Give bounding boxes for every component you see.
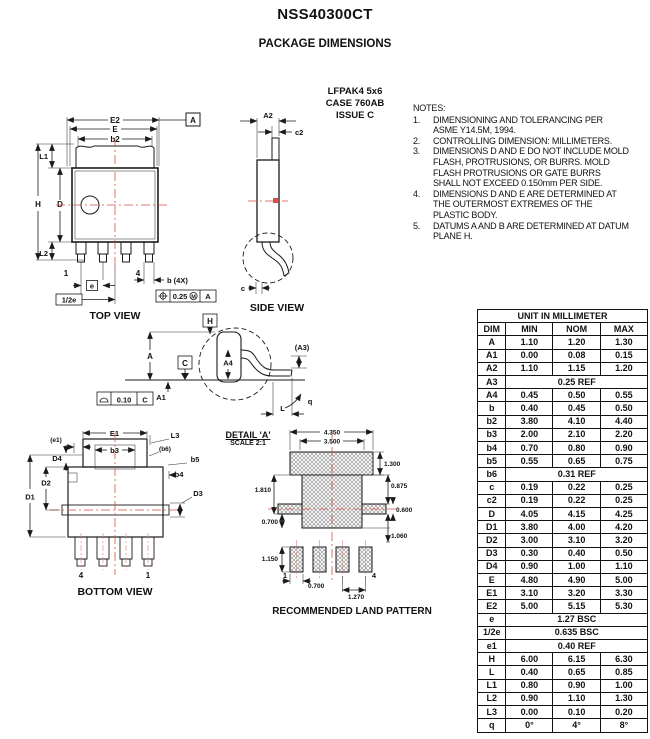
dim-label-e1-ref: (e1)	[50, 437, 62, 444]
cell-min: 0.00	[506, 706, 553, 719]
cell-nom: 0.80	[553, 442, 600, 455]
cell-nom: 6.15	[553, 653, 600, 666]
pin-1-label: 1	[145, 571, 151, 580]
fcf-tolerance: 0.10	[116, 395, 132, 405]
col-header-dim: DIM	[478, 323, 506, 336]
cell-max: 0.50	[600, 402, 647, 415]
profile-symbol-icon	[100, 398, 108, 402]
table-row	[478, 613, 648, 626]
table-row	[478, 692, 648, 705]
pad-4-label: 4	[371, 571, 377, 580]
page-title: NSS40300CT	[277, 6, 373, 23]
note-item	[413, 221, 650, 242]
pin-4-label: 4	[78, 571, 84, 580]
table-row	[478, 600, 648, 613]
centerline-marker	[273, 198, 278, 203]
cell-dim: b3	[478, 428, 506, 441]
cell-dim: A1	[478, 349, 506, 362]
dim-label-3500: 3.500	[323, 438, 341, 446]
cell-dim: c2	[478, 494, 506, 507]
note-text: DATUMS A AND B ARE DETERMINED AT DATUM PLANE H.	[433, 220, 629, 242]
col-header-nom: NOM	[553, 323, 600, 336]
cell-min: 6.00	[506, 653, 553, 666]
case-issue: ISSUE C	[335, 110, 374, 121]
dim-label-pitch-e: e	[89, 281, 95, 291]
cell-span: 0.635 BSC	[506, 626, 648, 639]
cell-max: 0.15	[600, 349, 647, 362]
cell-dim: L	[478, 666, 506, 679]
cell-nom: 0.65	[553, 455, 600, 468]
cell-min: 3.00	[506, 534, 553, 547]
profile-tolerance-frame	[97, 392, 153, 405]
cell-max: 4.40	[600, 415, 647, 428]
side-view-drawing	[222, 108, 332, 318]
notes-heading: NOTES:	[413, 103, 446, 113]
cell-max: 1.20	[600, 362, 647, 375]
cell-max: 1.00	[600, 679, 647, 692]
cell-max: 1.30	[600, 692, 647, 705]
table-row	[478, 349, 648, 362]
mold-body-section	[217, 332, 241, 382]
cell-dim: b4	[478, 442, 506, 455]
dim-label-a3: (A3)	[294, 343, 310, 352]
note-item	[413, 146, 650, 188]
table-row	[478, 587, 648, 600]
table-row	[478, 706, 648, 719]
note-item	[413, 189, 650, 221]
cell-min: 0.40	[506, 666, 553, 679]
side-view-caption: SIDE VIEW	[249, 302, 305, 314]
cell-dim: c	[478, 481, 506, 494]
fcf-tolerance: 0.25	[172, 292, 188, 301]
cell-max: 0.55	[600, 389, 647, 402]
top-view-drawing	[28, 108, 238, 323]
cell-min: 0.80	[506, 679, 553, 692]
cell-min: 3.10	[506, 587, 553, 600]
dim-label-e: E	[112, 125, 118, 134]
cell-max: 0.75	[600, 455, 647, 468]
cell-nom: 0.45	[553, 402, 600, 415]
dimension-table	[477, 309, 648, 733]
dim-label-a2: A2	[263, 111, 273, 120]
cell-dim: A3	[478, 376, 506, 389]
note-text: DIMENSIONS D AND E DO NOT INCLUDE MOLD FLASH, PROTRUSIONS, OR BURRS. MOLD FLASH PROTRUSIONS OR GATE BURRS SHALL NOT EXCEED 0.150mm PER SIDE.	[433, 146, 629, 189]
cell-max: 5.00	[600, 574, 647, 587]
cell-dim: L3	[478, 706, 506, 719]
cell-max: 3.20	[600, 534, 647, 547]
table-row	[478, 534, 648, 547]
cell-dim: b5	[478, 455, 506, 468]
dim-label-l: L	[280, 404, 285, 413]
cell-dim: E2	[478, 600, 506, 613]
dim-label-h: H	[35, 200, 41, 209]
datum-c-flag: C	[182, 359, 188, 368]
table-unit-header-row	[478, 310, 648, 323]
cell-min: 0.19	[506, 494, 553, 507]
cell-dim: q	[478, 719, 506, 732]
table-row	[478, 415, 648, 428]
position-tolerance-frame	[156, 290, 216, 302]
datum-a-flag: A	[190, 116, 196, 125]
datum-h-flag: H	[207, 317, 213, 326]
notes-block	[413, 103, 650, 242]
note-item	[413, 136, 650, 147]
dim-label-half-pitch: 1/2e	[61, 295, 77, 305]
cell-max: 3.30	[600, 587, 647, 600]
lead-profile	[270, 242, 289, 273]
cell-max: 0.90	[600, 442, 647, 455]
cell-dim: e	[478, 613, 506, 626]
cell-dim: b	[478, 402, 506, 415]
table-row	[478, 494, 648, 507]
dim-label-a: A	[147, 352, 153, 361]
dim-label-a4: A4	[223, 358, 233, 368]
dim-label-4350: 4.350	[323, 429, 341, 437]
cell-nom: 4.90	[553, 574, 600, 587]
table-row	[478, 508, 648, 521]
fcf-datum: C	[142, 395, 148, 405]
cell-nom: 2.10	[553, 428, 600, 441]
dim-label-c: c	[240, 284, 245, 293]
cell-nom: 0.65	[553, 666, 600, 679]
cell-nom: 4.00	[553, 521, 600, 534]
table-row	[478, 428, 648, 441]
lead-bend	[241, 358, 290, 376]
position-symbol-icon	[159, 292, 168, 301]
cell-span: 1.27 BSC	[506, 613, 648, 626]
cell-min: 0.55	[506, 455, 553, 468]
dim-label-1150: 1.150	[261, 556, 278, 563]
table-row	[478, 626, 648, 639]
cell-nom: 3.20	[553, 587, 600, 600]
note-text: CONTROLLING DIMENSION: MILLIMETERS.	[433, 135, 613, 146]
dim-label-1060: 1.060	[391, 533, 408, 540]
dim-label-b3: b3	[110, 446, 119, 455]
cell-nom: 0.50	[553, 389, 600, 402]
table-row	[478, 653, 648, 666]
dim-label-d1: D1	[25, 492, 35, 502]
cell-dim: A	[478, 336, 506, 349]
pin-4-label: 4	[135, 269, 141, 278]
col-header-max: MAX	[600, 323, 647, 336]
cell-dim: E1	[478, 587, 506, 600]
col-header-min: MIN	[506, 323, 553, 336]
cell-dim: L2	[478, 692, 506, 705]
note-number: 5.	[413, 220, 421, 231]
cell-nom: 0.10	[553, 706, 600, 719]
cell-min: 0°	[506, 719, 553, 732]
cell-dim: b2	[478, 415, 506, 428]
pin-1-label: 1	[63, 269, 69, 278]
table-row	[478, 402, 648, 415]
cell-dim: D	[478, 508, 506, 521]
cell-min: 0.90	[506, 560, 553, 573]
dim-label-0600: 0.600	[396, 507, 413, 514]
cell-span: 0.40 REF	[506, 640, 648, 653]
body-outline	[68, 467, 163, 537]
cell-dim: D1	[478, 521, 506, 534]
table-row	[478, 362, 648, 375]
cell-nom: 1.15	[553, 362, 600, 375]
dim-label-1270: 1.270	[347, 594, 365, 601]
cell-min: 1.10	[506, 336, 553, 349]
dim-label-0700-bottom: 0.700	[308, 583, 325, 590]
table-row	[478, 640, 648, 653]
top-view-caption: TOP VIEW	[89, 310, 141, 322]
table-row	[478, 481, 648, 494]
cell-max: 1.30	[600, 336, 647, 349]
dim-label-l3: L3	[170, 431, 180, 440]
datum-triangle-icon	[181, 373, 189, 380]
note-text: DIMENSIONS D AND E ARE DETERMINED AT THE OUTERMOST EXTREMES OF THE PLASTIC BODY.	[433, 188, 617, 220]
cell-min: 4.80	[506, 574, 553, 587]
pad-1-label: 1	[282, 571, 288, 580]
dim-label-e1: E1	[109, 429, 120, 438]
cell-max: 4.25	[600, 508, 647, 521]
cell-nom: 4.10	[553, 415, 600, 428]
cell-dim: D4	[478, 560, 506, 573]
dim-label-b5: b5	[190, 455, 200, 464]
tab-edge-outline	[272, 138, 279, 160]
note-number: 2.	[413, 135, 421, 146]
cell-dim: 1/2e	[478, 626, 506, 639]
cell-dim: D2	[478, 534, 506, 547]
note-text: DIMENSIONING AND TOLERANCING PER ASME Y14.5M, 1994.	[433, 114, 603, 136]
page-subtitle: PACKAGE DIMENSIONS	[258, 38, 392, 50]
cell-max: 0.25	[600, 494, 647, 507]
cell-min: 0.30	[506, 547, 553, 560]
cell-nom: 3.10	[553, 534, 600, 547]
cell-nom: 0.90	[553, 679, 600, 692]
dim-label-c2: c2	[295, 128, 304, 137]
dim-label-d3: D3	[193, 489, 203, 498]
cell-max: 6.30	[600, 653, 647, 666]
dim-label-b2: b2	[110, 135, 120, 144]
cell-nom: 1.10	[553, 692, 600, 705]
cell-min: 3.80	[506, 415, 553, 428]
cell-dim: e1	[478, 640, 506, 653]
cell-max: 8°	[600, 719, 647, 732]
dim-label-d: D	[57, 200, 63, 209]
table-row	[478, 455, 648, 468]
cell-span: 0.25 REF	[506, 376, 648, 389]
cell-min: 4.05	[506, 508, 553, 521]
dim-label-l2: L2	[39, 249, 48, 258]
table-row	[478, 521, 648, 534]
cell-min: 0.90	[506, 692, 553, 705]
dim-label-1300: 1.300	[384, 461, 401, 468]
land-pattern-drawing	[238, 420, 468, 620]
cell-max: 5.30	[600, 600, 647, 613]
cell-max: 4.20	[600, 521, 647, 534]
cell-max: 0.25	[600, 481, 647, 494]
dim-label-q: q	[307, 397, 313, 406]
cell-dim: D3	[478, 547, 506, 560]
cell-min: 0.00	[506, 349, 553, 362]
cell-min: 0.45	[506, 389, 553, 402]
note-number: 3.	[413, 146, 421, 157]
table-row	[478, 547, 648, 560]
table-unit-header: UNIT IN MILLIMETER	[478, 310, 648, 323]
cell-dim: b6	[478, 468, 506, 481]
leads	[75, 537, 154, 566]
cell-nom: 4°	[553, 719, 600, 732]
table-row	[478, 679, 648, 692]
cell-nom: 0.08	[553, 349, 600, 362]
dim-label-l1: L1	[39, 152, 48, 161]
table-row	[478, 719, 648, 732]
dim-label-1810: 1.810	[254, 487, 271, 494]
cell-min: 2.00	[506, 428, 553, 441]
table-row	[478, 560, 648, 573]
table-row	[478, 336, 648, 349]
dim-label-b6-ref: (b6)	[159, 446, 171, 453]
cell-nom: 1.20	[553, 336, 600, 349]
cell-nom: 0.22	[553, 494, 600, 507]
dim-label-d4: D4	[52, 454, 62, 463]
cell-dim: A4	[478, 389, 506, 402]
cell-max: 2.20	[600, 428, 647, 441]
note-item	[413, 115, 650, 136]
cell-max: 0.50	[600, 547, 647, 560]
cell-min: 0.70	[506, 442, 553, 455]
cell-min: 1.10	[506, 362, 553, 375]
table-row	[478, 666, 648, 679]
table-row	[478, 574, 648, 587]
detail-a-scale: SCALE 2:1	[230, 440, 266, 447]
cell-max: 0.20	[600, 706, 647, 719]
cell-nom: 1.00	[553, 560, 600, 573]
table-row	[478, 442, 648, 455]
dim-label-b4: b4	[174, 470, 184, 479]
cell-dim: E	[478, 574, 506, 587]
dim-label-d2: D2	[41, 478, 51, 488]
case-package: LFPAK4 5x6	[327, 86, 383, 97]
fcf-datum: A	[205, 292, 211, 301]
lead-profile	[262, 242, 284, 276]
cell-nom: 0.22	[553, 481, 600, 494]
bottom-view-drawing	[22, 425, 237, 625]
cell-span: 0.31 REF	[506, 468, 648, 481]
dim-label-e2: E2	[110, 116, 120, 125]
dim-label-a1: A1	[156, 393, 166, 402]
table-column-header-row	[478, 323, 648, 336]
land-pattern-caption: RECOMMENDED LAND PATTERN	[272, 606, 432, 617]
cell-min: 3.80	[506, 521, 553, 534]
detail-a-label	[210, 430, 286, 447]
cell-min: 5.00	[506, 600, 553, 613]
dim-label-0875: 0.875	[391, 483, 408, 490]
cell-dim: A2	[478, 362, 506, 375]
detail-a-title: DETAIL 'A'	[225, 430, 271, 440]
table-row	[478, 389, 648, 402]
dim-label-b-4x: b (4X)	[167, 276, 188, 285]
table-row	[478, 468, 648, 481]
dim-label-0700-left: 0.700	[261, 519, 278, 526]
bottom-view-caption: BOTTOM VIEW	[77, 586, 153, 598]
table-row	[478, 376, 648, 389]
case-number: CASE 760AB	[325, 98, 385, 109]
cell-min: 0.40	[506, 402, 553, 415]
cell-nom: 5.15	[553, 600, 600, 613]
note-number: 4.	[413, 188, 421, 199]
cell-max: 0.85	[600, 666, 647, 679]
cell-nom: 4.15	[553, 508, 600, 521]
cell-nom: 0.40	[553, 547, 600, 560]
cell-max: 1.10	[600, 560, 647, 573]
cell-dim: H	[478, 653, 506, 666]
cell-min: 0.19	[506, 481, 553, 494]
note-number: 1.	[413, 114, 421, 125]
fcf-modifier: M	[191, 294, 196, 301]
cell-dim: L1	[478, 679, 506, 692]
